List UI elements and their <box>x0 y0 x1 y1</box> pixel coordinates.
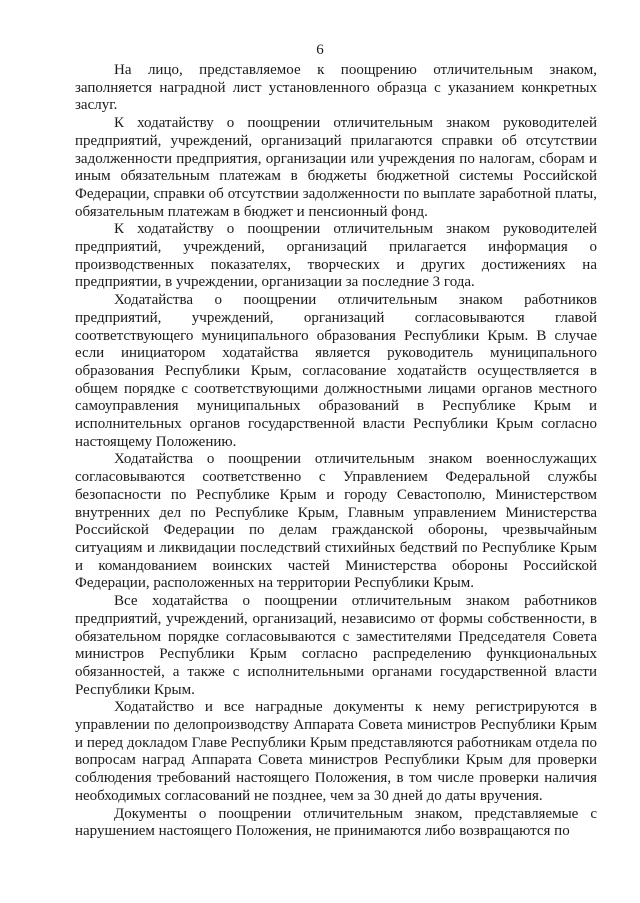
paragraph-employee-approval: Ходатайства о поощрении отличительным знаком работников предприятий, учреждений, организаций согласовываются главой соответствующего муниципального образования Республики Крым. В случае если инициатором ходатайства является руководитель муниципального образования Республики Крым, согласование ходатайств осуществляется в общем порядке с соответствующими должностными лицами органов местного самоуправления муниципальных образований в Республике Крым и исполнительных органов государственной власти Республики Крым согласно настоящему Положению. <box>75 292 597 450</box>
document-body <box>75 62 597 841</box>
paragraph-registration: Ходатайство и все наградные документы к нему регистрируются в управлении по делопроизводству Аппарата Совета министров Республики Крым и перед докладом Главе Республики Крым представляются работникам отдела по вопросам наград Аппарата Совета министров Республики Крым для проверки соблюдения требований настоящего Положения, в том числе проверки наличия необходимых согласований не позднее, чем за 30 дней до даты вручения. <box>75 699 597 804</box>
paragraph-military-approval: Ходатайства о поощрении отличительным знаком военнослужащих согласовываются соответственно с Управлением Федеральной службы безопасности по Республике Крым и городу Севастополю, Министерством внутренних дел по Республике Крым, Главным управлением Министерства Российской Федерации по делам гражданской обороны, чрезвычайным ситуациям и ликвидации последствий стихийных бедствий по Республике Крым и командованием воинских частей Министерства обороны Российской Федерации, расположенных на территории Республики Крым. <box>75 451 597 592</box>
paragraph-manager-debt-certificates: К ходатайству о поощрении отличительным знаком руководителей предприятий, учреждений, организаций прилагаются справки об отсутствии задолженности предприятия, организации или учреждения по налогам, сборам и иным обязательным платежам в бюджеты бюджетной системы Российской Федерации, справки об отсутствии задолженности по выплате заработной платы, обязательным платежам в бюджет и пенсионный фонд. <box>75 115 597 220</box>
paragraph-rejected-documents: Документы о поощрении отличительным знаком, представляемые с нарушением настоящего Положения, не принимаются либо возвращаются по <box>75 805 597 840</box>
paragraph-deputy-approval: Все ходатайства о поощрении отличительным знаком работников предприятий, учреждений, организаций, независимо от формы собственности, в обязательном порядке согласовываются с заместителями Председателя Совета министров Республики Крым согласно распределению функциональных обязанностей, а также с исполнительными органами государственной власти Республики Крым. <box>75 593 597 698</box>
page-number: 6 <box>316 42 324 58</box>
paragraph-award-sheet: На лицо, представляемое к поощрению отличительным знаком, заполняется наградной лист установленного образца с указанием конкретных заслуг. <box>75 62 597 114</box>
paragraph-manager-achievements: К ходатайству о поощрении отличительным знаком руководителей предприятий, учреждений, организаций прилагается информация о производственных показателях, творческих и других достижениях на предприятии, в учреждении, организации за последние 3 года. <box>75 221 597 291</box>
